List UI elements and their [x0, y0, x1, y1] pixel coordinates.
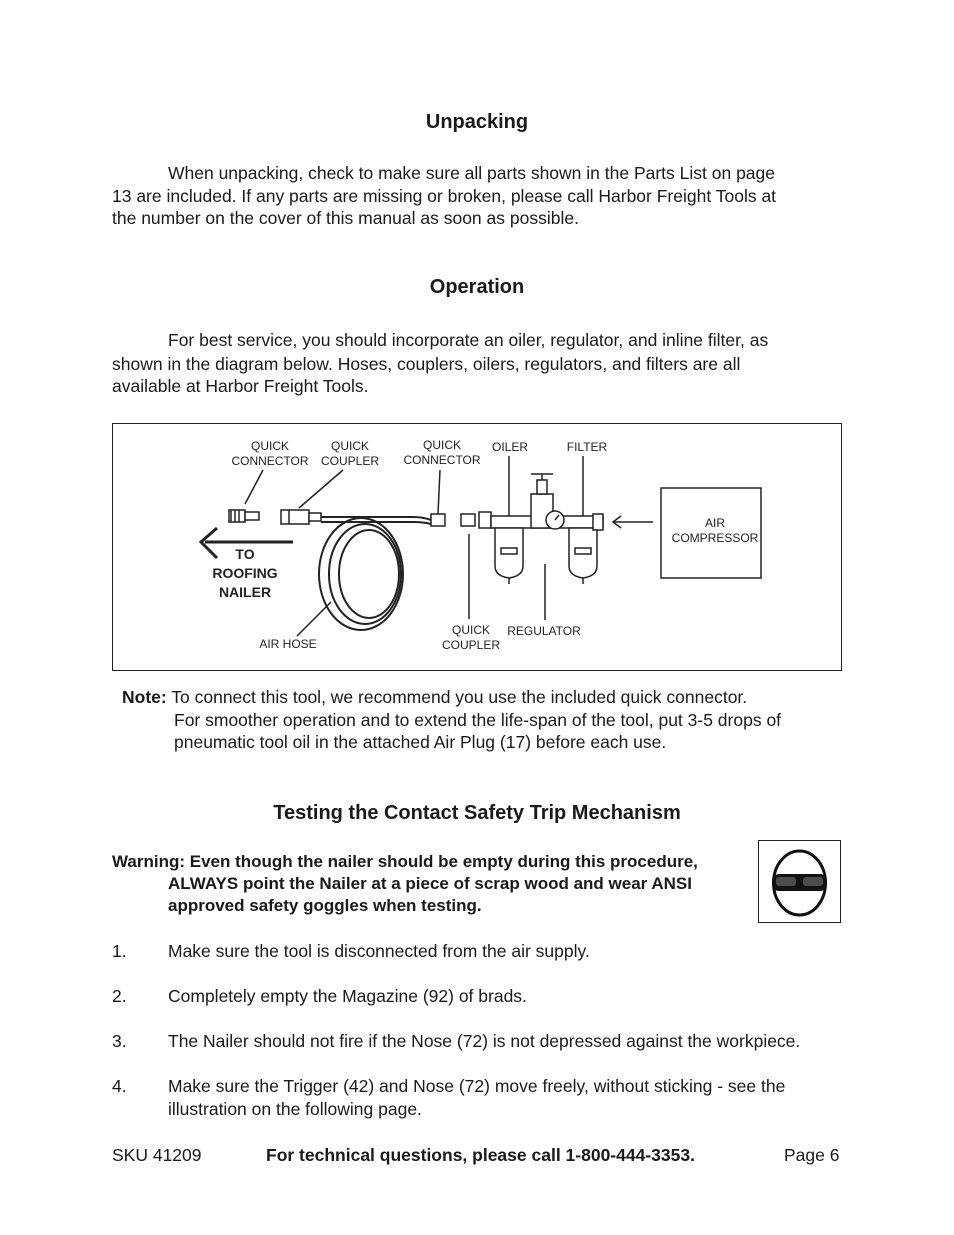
- diagram-svg: [113, 424, 841, 670]
- leader-lines: [245, 456, 583, 636]
- diagram-label: COUPLER: [320, 454, 380, 468]
- step-number: 2.: [112, 986, 127, 1006]
- diagram-label: QUICK: [422, 438, 462, 452]
- frl-unit-icon: [491, 474, 603, 584]
- diagram-label: OILER: [491, 440, 529, 454]
- air-supply-diagram: [112, 423, 842, 671]
- step-text: The Nailer should not fire if the Nose (72) is not depressed against the workpiece.: [168, 1031, 801, 1051]
- diagram-label: QUICK: [330, 439, 370, 453]
- unpacking-paragraph: When unpacking, check to make sure all parts shown in the Parts List on page 13 are included. If any parts are missing or broken, please call Harbor Freight Tools at the number on the cover of this manual as soon as possible.: [112, 163, 777, 228]
- diagram-label: COUPLER: [441, 638, 501, 652]
- step-number: 3.: [112, 1031, 127, 1051]
- safety-goggles-icon: [759, 841, 840, 922]
- quick-connector-icon: [229, 510, 259, 522]
- step-number: 4.: [112, 1076, 127, 1096]
- diagram-label: TO: [235, 546, 255, 562]
- step-number: 1.: [112, 941, 127, 961]
- warning-block: Warning: Even though the nailer should be empty during this procedure, ALWAYS point the Nailer at a piece of scrap wood and wear ANSI approved safety goggles when testing.: [112, 852, 698, 915]
- testing-heading: Testing the Contact Safety Trip Mechanism: [273, 802, 681, 824]
- diagram-label: REGULATOR: [507, 624, 581, 638]
- diagram-label: ROOFING: [212, 565, 278, 581]
- diagram-label: FILTER: [566, 440, 608, 454]
- note-block: Note: To connect this tool, we recommend you use the included quick connector. For smoother operation and to extend the life-span of the tool, put 3-5 drops of pneumatic tool oil in the attached Air Plug (17) before each use.: [122, 687, 782, 752]
- quick-coupler-icon: [281, 510, 321, 524]
- diagram-label: AIR: [704, 516, 726, 530]
- footer-phone: For technical questions, please call 1-800-444-3353.: [266, 1145, 695, 1165]
- diagram-label: QUICK: [250, 439, 290, 453]
- arrow-from-compressor-icon: [613, 516, 653, 528]
- mid-connector-icon: [431, 512, 491, 528]
- safety-goggles-box: [758, 840, 841, 923]
- footer-page-number: Page 6: [784, 1145, 840, 1165]
- diagram-label: QUICK: [451, 623, 491, 637]
- operation-heading: Operation: [429, 276, 525, 298]
- step-text: Completely empty the Magazine (92) of brads.: [168, 986, 527, 1006]
- operation-paragraph: For best service, you should incorporate an oiler, regulator, and inline filter, as shown in the diagram below. Hoses, couplers, oilers, regulators, and filters are all available at Harbor Freight Tools.: [112, 330, 769, 396]
- diagram-label: NAILER: [218, 584, 272, 600]
- step-text: Make sure the tool is disconnected from the air supply.: [168, 941, 590, 961]
- unpacking-heading: Unpacking: [425, 111, 529, 133]
- footer-sku: SKU 41209: [112, 1145, 202, 1165]
- diagram-label: AIR HOSE: [259, 637, 317, 651]
- note-label: Note:: [122, 687, 167, 707]
- diagram-label: CONNECTOR: [231, 454, 309, 468]
- diagram-label: COMPRESSOR: [671, 531, 759, 545]
- diagram-label: CONNECTOR: [403, 453, 481, 467]
- step-text: Make sure the Trigger (42) and Nose (72) move freely, without sticking - see the illustration on the following page.: [168, 1076, 786, 1119]
- air-hose-icon: [319, 517, 431, 630]
